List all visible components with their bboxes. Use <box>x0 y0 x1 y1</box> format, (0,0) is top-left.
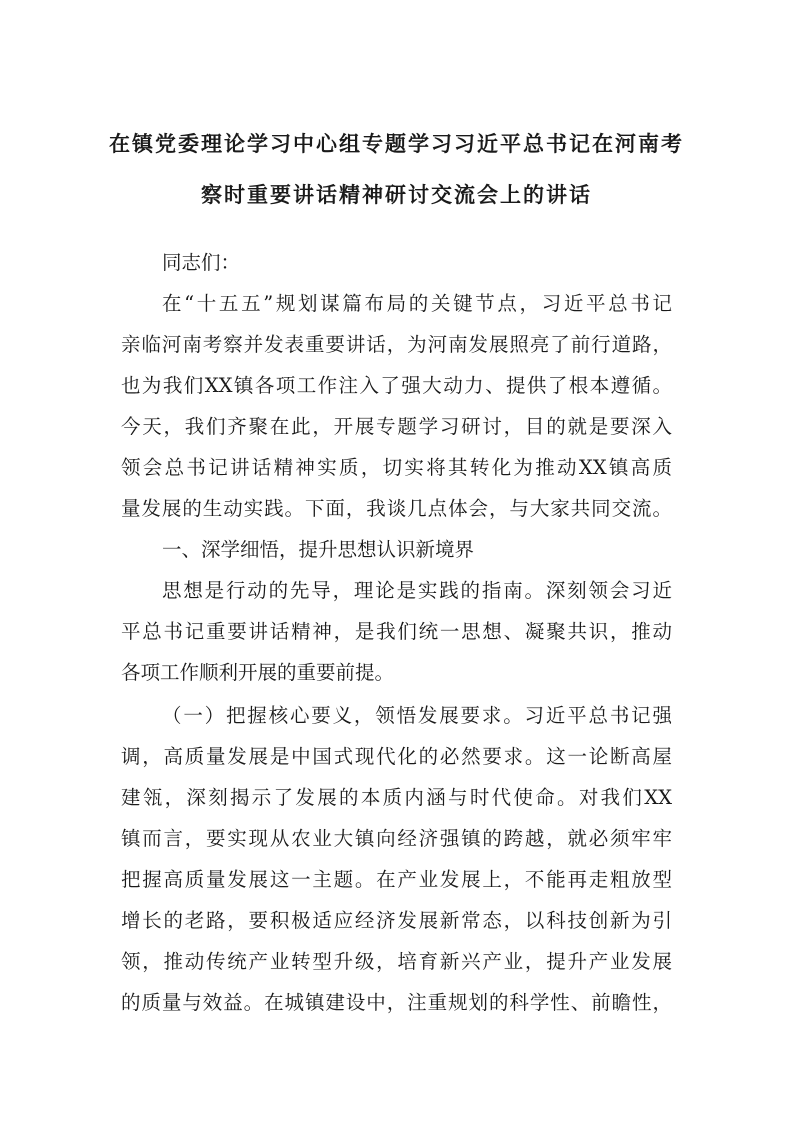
paragraph-line: 平总书记重要讲话精神，是我们统一思想、凝聚共识，推动 <box>121 620 672 643</box>
paragraph-line: 量发展的生动实践。下面，我谈几点体会，与大家共同交流。 <box>121 497 672 520</box>
paragraph-line: 各项工作顺利开展的重要前提。 <box>121 661 395 684</box>
salutation: 同志们： <box>162 251 241 274</box>
paragraph-line: 也为我们XX镇各项工作注入了强大动力、提供了根本遵循。 <box>121 374 672 397</box>
paragraph-line: 的质量与效益。在城镇建设中，注重规划的科学性、前瞻性， <box>121 991 672 1014</box>
paragraph-line: 在“十五五”规划谋篇布局的关键节点，习近平总书记 <box>162 292 672 315</box>
paragraph-line: 思想是行动的先导，理论是实践的指南。深刻领会习近 <box>162 579 672 602</box>
paragraph-line: 建瓴，深刻揭示了发展的本质内涵与时代使命。对我们XX <box>121 786 672 809</box>
paragraph-line: 亲临河南考察并发表重要讲话，为河南发展照亮了前行道路， <box>121 333 672 356</box>
paragraph-line: 把握高质量发展这一主题。在产业发展上，不能再走粗放型 <box>121 868 672 891</box>
paragraph-line: 领，推动传统产业转型升级，培育新兴产业，提升产业发展 <box>121 950 672 973</box>
paragraph-line: 调，高质量发展是中国式现代化的必然要求。这一论断高屋 <box>121 745 672 768</box>
paragraph-line: 镇而言，要实现从农业大镇向经济强镇的跨越，就必须牢牢 <box>121 827 672 850</box>
section-heading: 一、深学细悟，提升思想认识新境界 <box>162 538 475 561</box>
paragraph-line: 增长的老路，要积极适应经济发展新常态，以科技创新为引 <box>121 909 672 932</box>
document-title-line-1: 在镇党委理论学习中心组专题学习习近平总书记在河南考 <box>109 131 684 156</box>
document-title-line-2: 察时重要讲话精神研讨交流会上的讲话 <box>201 182 592 207</box>
paragraph-line: （一）把握核心要义，领悟发展要求。习近平总书记强 <box>162 704 672 727</box>
paragraph-line: 领会总书记讲话精神实质，切实将其转化为推动XX镇高质 <box>121 456 672 479</box>
paragraph-line: 今天，我们齐聚在此，开展专题学习研讨，目的就是要深入 <box>121 415 672 438</box>
